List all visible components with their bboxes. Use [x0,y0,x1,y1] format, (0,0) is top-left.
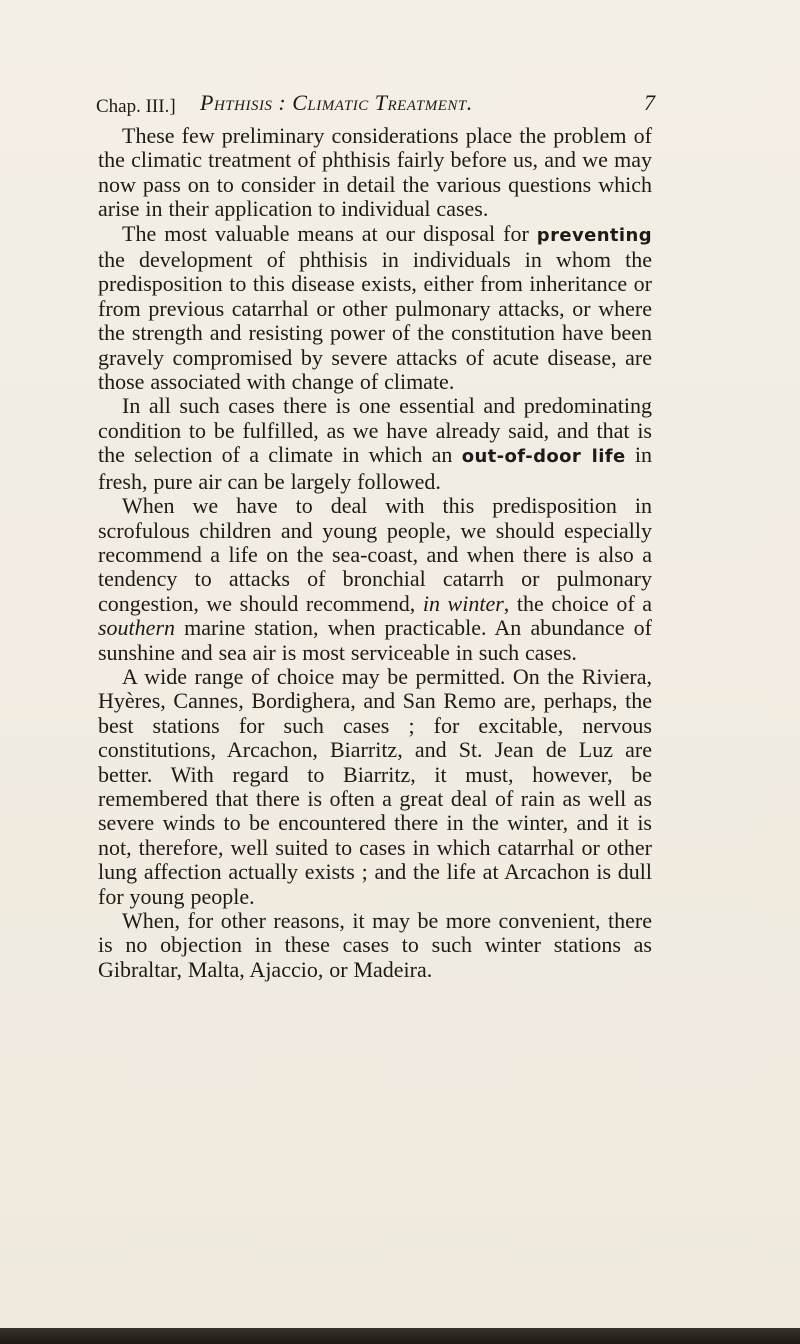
preventing-emphasis: preventing [536,224,652,246]
out-of-door-life-emphasis: out-of-door life [461,446,626,468]
chapter-label: Chap. III.] [96,96,176,117]
paragraph-range-of-choice [98,665,652,909]
southern-emphasis: southern [98,615,175,641]
paragraph-scrofulous-text-2: , the choice of a [503,590,652,616]
paragraph-scrofulous-text-1: When we have to deal with this predisposition in scrofulous children and young people, we should especially recommend a life on the sea-coast, and when there is also a tendency to attacks of bronchial catarrh or pulmonary congestion, we should recommend, [98,493,652,616]
page-body [98,124,652,982]
paragraph-scrofulous-children [98,494,652,665]
paragraph-intro [98,124,652,222]
paragraph-preventing-text-2: the development of phthisis in individuals in whom the predisposition to this disease exists, either from inheritance or from previous catarrhal or other pulmonary attacks, or where the strength and resisting power of the constitution have been gravely compromised by severe attacks of acute disease, are those associated with change of climate. [98,247,652,395]
paragraph-out-of-door-life [98,394,652,494]
paragraph-scrofulous-text-3: marine station, when practicable. An abundance of sunshine and sea air is most serviceable in such cases. [98,615,652,665]
paragraph-intro-text: These few preliminary considerations place the problem of the climatic treatment of phthisis fairly before us, and we may now pass on to consider in detail the various questions which arise in their application to individual cases. [98,123,652,222]
in-winter-emphasis: in winter [422,590,504,616]
paragraph-preventing-text-1: The most valuable means at our disposal for [122,220,537,246]
running-header [96,86,656,120]
paragraph-winter-text: When, for other reasons, it may be more convenient, there is no objection in these cases to such winter stations as Gibraltar, Malta, Ajaccio, or Madeira. [98,908,652,982]
paragraph-out-of-door-text-2: in fresh, pure air can be largely followed. [98,442,652,494]
page-bottom-edge [0,1328,800,1344]
paragraph-preventing [98,222,652,395]
paragraph-range-text: A wide range of choice may be permitted. On the Riviera, Hyères, Cannes, Bordighera, and San Remo are, perhaps, the best stations for such cases ; for excitable, nervous constitutions, Arcachon, Biarritz, and St. Jean de Luz are better. With regard to Biarritz, it must, however, be remembered that there is often a great deal of rain as well as severe winds to be encountered there in the winter, and it is not, therefore, well suited to cases in which catarrhal or other lung affection actually exists ; and the life at Arcachon is dull for young people. [98,663,652,909]
paragraph-out-of-door-text-1: In all such cases there is one essential and predominating condition to be fulfilled, as we have already said, and that is the selection of a climate in which an [98,393,652,468]
running-title: Phthisis : Climatic Treatment. [200,90,473,115]
paragraph-winter-stations [98,909,652,982]
page-number: 7 [644,90,655,115]
